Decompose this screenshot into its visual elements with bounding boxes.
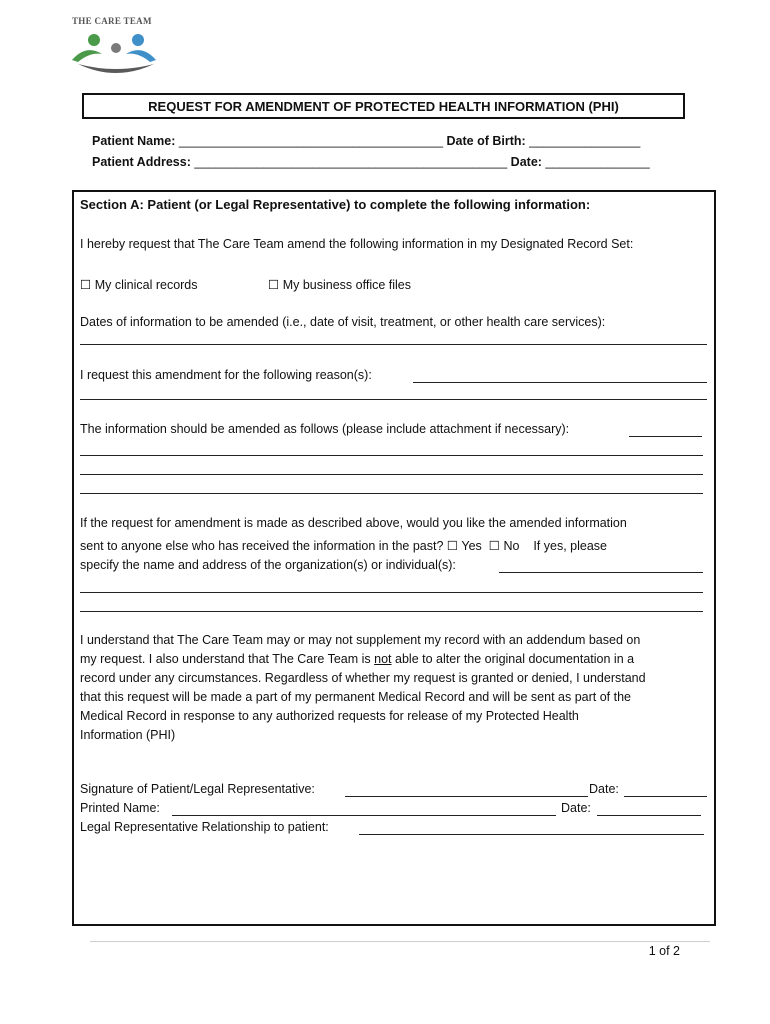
dates-prompt: Dates of information to be amended (i.e., date of visit, treatment, or other health care services):	[80, 315, 606, 329]
signature-date-label: Date:	[589, 782, 619, 796]
option-clinical-label: My clinical records	[94, 278, 198, 292]
patient-name-row: Patient Name: ______________________________________ Date of Birth: ________________	[92, 134, 641, 148]
checkbox-icon[interactable]: ☐	[268, 278, 280, 292]
amend-line-4[interactable]	[80, 493, 703, 494]
specify-line-2[interactable]	[80, 592, 703, 593]
date-field[interactable]: _______________	[545, 155, 650, 169]
amend-prompt: The information should be amended as follows (please include attachment if necessary):	[80, 422, 570, 436]
reason-line-2[interactable]	[80, 399, 707, 400]
amend-line-2[interactable]	[80, 455, 703, 456]
understand-line-4: that this request will be made a part of my permanent Medical Record and will be sent as part of the	[80, 690, 631, 704]
footer-divider	[90, 941, 710, 942]
understand-not: not	[374, 652, 392, 666]
relationship-line[interactable]	[359, 834, 704, 835]
specify-line-1[interactable]	[499, 572, 703, 573]
understand-line-6: Information (PHI)	[80, 728, 176, 742]
amend-line-1[interactable]	[629, 436, 702, 437]
care-team-logo	[64, 16, 164, 80]
patient-address-label: Patient Address	[92, 155, 187, 169]
share-question-2-text: sent to anyone else who has received the information in the past?	[80, 539, 444, 553]
printed-name-label: Printed Name:	[80, 801, 160, 815]
page-number: 1 of 2	[648, 944, 680, 958]
patient-address-field[interactable]: _____________________________________________	[194, 155, 508, 169]
option-business[interactable]	[268, 277, 411, 292]
reason-prompt	[80, 368, 372, 382]
option-clinical[interactable]	[80, 277, 198, 292]
share-question-1: If the request for amendment is made as described above, would you like the amended information	[80, 516, 627, 530]
specify-line-3[interactable]	[80, 611, 703, 612]
checkbox-icon[interactable]: ☐	[80, 278, 92, 292]
reason-line-1[interactable]	[413, 382, 707, 383]
amend-line-3[interactable]	[80, 474, 703, 475]
form-title: REQUEST FOR AMENDMENT OF PROTECTED HEALTH INFORMATION (PHI)	[82, 93, 685, 119]
dob-label: Date of Birth	[446, 134, 522, 148]
share-question-2	[80, 538, 607, 553]
reason-prompt-label: I request this amendment for the following reason(s):	[80, 368, 372, 382]
no-label: No	[503, 539, 520, 553]
dates-line[interactable]	[80, 344, 707, 345]
specify-prompt: specify the name and address of the organization(s) or individual(s):	[80, 558, 456, 572]
intro-text: I hereby request that The Care Team amend the following information in my Designated Record Set:	[80, 237, 634, 251]
patient-name-label: Patient Name	[92, 134, 172, 148]
signature-date-line[interactable]	[624, 796, 707, 797]
if-yes-text: If yes, please	[533, 539, 607, 553]
understand-line-3: record under any circumstances. Regardless of whether my request is granted or denied, I understand	[80, 671, 646, 685]
people-logo-icon	[64, 16, 164, 80]
signature-label: Signature of Patient/Legal Representative:	[80, 782, 315, 796]
understand-2c: able to alter the original documentation in a	[395, 652, 635, 666]
relationship-label: Legal Representative Relationship to patient:	[80, 820, 329, 834]
printed-date-line[interactable]	[597, 815, 701, 816]
no-checkbox-icon[interactable]: ☐	[488, 539, 500, 553]
understand-2a: my request. I also understand that The Care Team is	[80, 652, 371, 666]
patient-address-row: Patient Address: _____________________________________________ Date: _______________	[92, 155, 650, 169]
yes-checkbox-icon[interactable]: ☐	[446, 539, 459, 553]
logo-text: THE CARE TEAM	[72, 16, 152, 26]
patient-name-field[interactable]: ______________________________________	[178, 134, 444, 148]
option-business-label: My business office files	[282, 278, 411, 292]
printed-name-line[interactable]	[172, 815, 556, 816]
yes-label: Yes	[461, 539, 482, 553]
dob-field[interactable]: ________________	[529, 134, 641, 148]
understand-line-2	[80, 652, 634, 666]
understand-line-5: Medical Record in response to any authorized requests for release of my Protected Health	[80, 709, 579, 723]
understand-line-1: I understand that The Care Team may or may not supplement my record with an addendum based on	[80, 633, 641, 647]
printed-date-label: Date:	[561, 801, 591, 815]
date-label: Date	[510, 155, 538, 169]
signature-line[interactable]	[345, 796, 588, 797]
section-a-heading: Section A: Patient (or Legal Representative) to complete the following information:	[80, 197, 591, 212]
